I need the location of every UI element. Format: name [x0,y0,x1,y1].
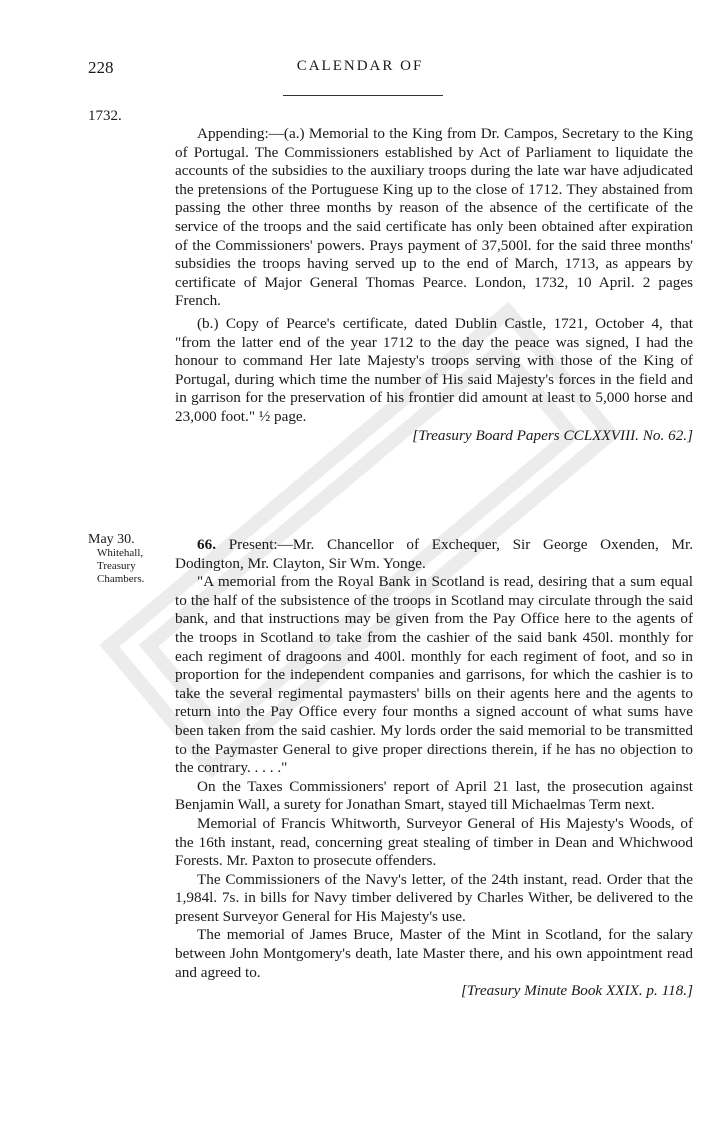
margin-place-1: Whitehall, [97,547,144,559]
margin-place-2: Treasury [97,560,136,572]
running-title: CALENDAR OF [296,58,424,74]
mint-paragraph: The memorial of James Bruce, Master of the Mint in Scotland, for the salary between John Montgomery's death, late Master there, and his own appointment read and agreed to. [175,926,693,981]
citation: [Treasury Board Papers CCLXXVIII. No. 62.] [412,426,693,444]
entry-number: 66. [197,536,216,553]
page-header [0,58,720,88]
margin-year: 1732. [88,108,122,124]
navy-paragraph: The Commissioners of the Navy's letter, of the 24th instant, read. Order that the 1,984l. 7s. in bills for Navy timber delivered by Charles Wither, be delivered to the present Surveyor General for His Majesty's use. [175,870,693,925]
appending-section [175,125,693,445]
margin-date: May 30. [88,532,135,547]
taxes-paragraph: On the Taxes Commissioners' report of April 21 last, the prosecution against Benjamin Wall, a surety for Jonathan Smart, stayed till Michaelmas Term next. [175,777,693,814]
certificate-paragraph: (b.) Copy of Pearce's certificate, dated Dublin Castle, 1721, October 4, that "from the latter end of the year 1712 to the day the peace was signed, I had the honour to command Her late Majesty's troops serving with those of the King of Portugal, during which time the number of His said Majesty's forces in the field and in garrison for the preservation of his frontier did amount at least to 5,000 horse and 23,000 foot." ½ page. [175,314,693,425]
present-paragraph [175,536,693,573]
minute-section [175,536,693,1001]
margin-place-3: Chambers. [97,573,145,585]
woods-paragraph: Memorial of Francis Whitworth, Surveyor General of His Majesty's Woods, of the 16th instant, read, concerning great stealing of timber in Dean and Whichwood Forests. Mr. Paxton to prosecute offenders. [175,814,693,870]
header-rule [283,95,443,96]
minute-citation: [Treasury Minute Book XXIX. p. 118.] [460,982,693,1000]
royal-bank-paragraph: "A memorial from the Royal Bank in Scotland is read, desiring that a sum equal to the half of the subsistence of the troops in Scotland may circulate through the said bank, and that instructions may be given from the Pay Office here to the agents of the troops in Scotland to take from the cashier of the said bank 450l. monthly for each regiment of dragoons and 400l. monthly for each regiment of foot, and so in proportion for the independent companies and garrisons, for which the cashier is to take the several regimental paymasters' bills on their agents here and the agents to return into the Pay Office every four months a signed account of what sums have been taken from the said cashier. My lords order the said memorial to be transmitted to the Paymaster General to give proper directions therein, if he has no objection to the contrary. . . . ." [175,573,693,777]
present-text: Present:—Mr. Chancellor of Exchequer, Sir George Oxenden, Mr. Dodington, Mr. Clayton, Sir Wm. Yonge. [175,536,694,572]
page-number: 228 [88,58,114,77]
memorial-paragraph: Appending:—(a.) Memorial to the King from Dr. Campos, Secretary to the King of Portugal. The Commissioners established by Act of Parliament to liquidate the accounts of the subsidies to the auxiliary troops during the late war have adjudicated the pretensions of the Portuguese King up to the close of 1712. They abstained from passing the other three months by reason of the absence of the certificate of the service of the troops and the said certificate has only been obtained after expiration of the Commissioners' powers. Prays payment of 37,500l. for the said three months' subsidies the troops having served up to the end of March, 1713, as appears by certificate of Major General Thomas Pearce. London, 1732, 10 April. 2 pages French. [175,125,693,310]
margin-date-place [88,533,144,586]
